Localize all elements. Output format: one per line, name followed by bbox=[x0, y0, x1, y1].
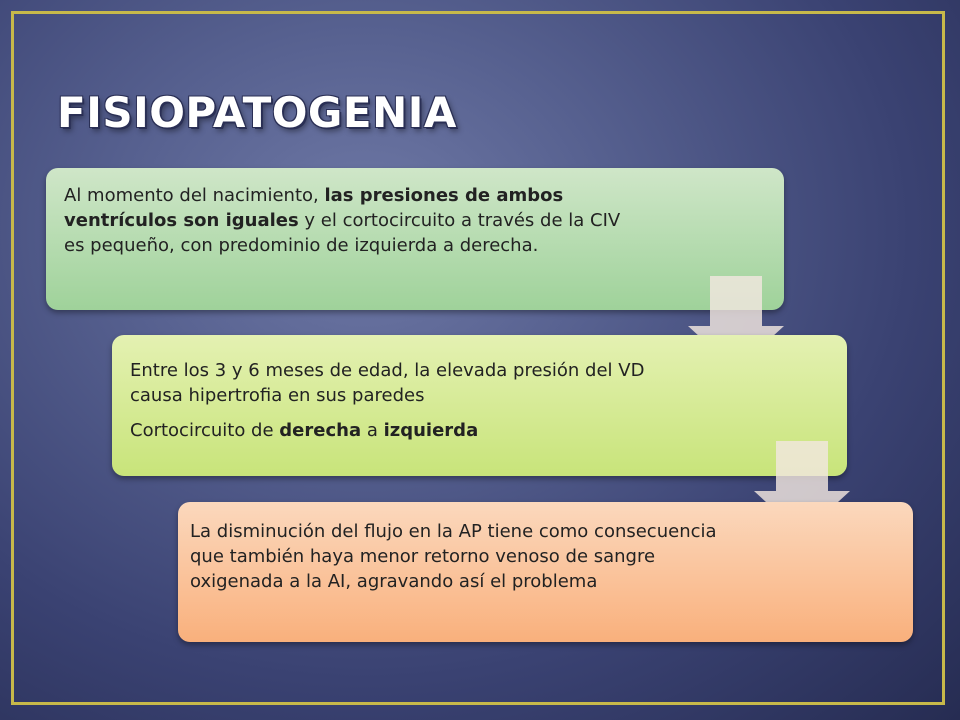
step-1-box bbox=[46, 168, 784, 310]
step-3-text: La disminución del flujo en la AP tiene como consecuencia que también haya menor retorno venoso de sangre oxigenada a la AI, agravando así el problema bbox=[190, 521, 717, 592]
step-2-text-bold-a: derecha bbox=[279, 420, 362, 441]
step-1-text-b: y el cortocircuito a través de la CIV es pequeño, con predominio de izquierda a derecha. bbox=[64, 210, 621, 256]
step-3-box bbox=[178, 502, 913, 642]
step-1-text bbox=[64, 183, 624, 258]
step-1-text-bold: las presiones de ambos ventrículos son iguales bbox=[64, 185, 564, 231]
step-2-text-bold-b: izquierda bbox=[383, 420, 479, 441]
slide-title: FISIOPATOGENIA bbox=[57, 88, 457, 137]
step-2-text-c: a bbox=[361, 420, 384, 441]
step-2-text-a: Cortocircuito de bbox=[130, 420, 280, 441]
step-2-line-2 bbox=[130, 418, 829, 443]
step-2-line-1: Entre los 3 y 6 meses de edad, la elevada presión del VD causa hipertrofia en sus paredes bbox=[130, 360, 645, 406]
step-2-box bbox=[112, 335, 847, 476]
step-1-text-a: Al momento del nacimiento, bbox=[64, 185, 325, 206]
